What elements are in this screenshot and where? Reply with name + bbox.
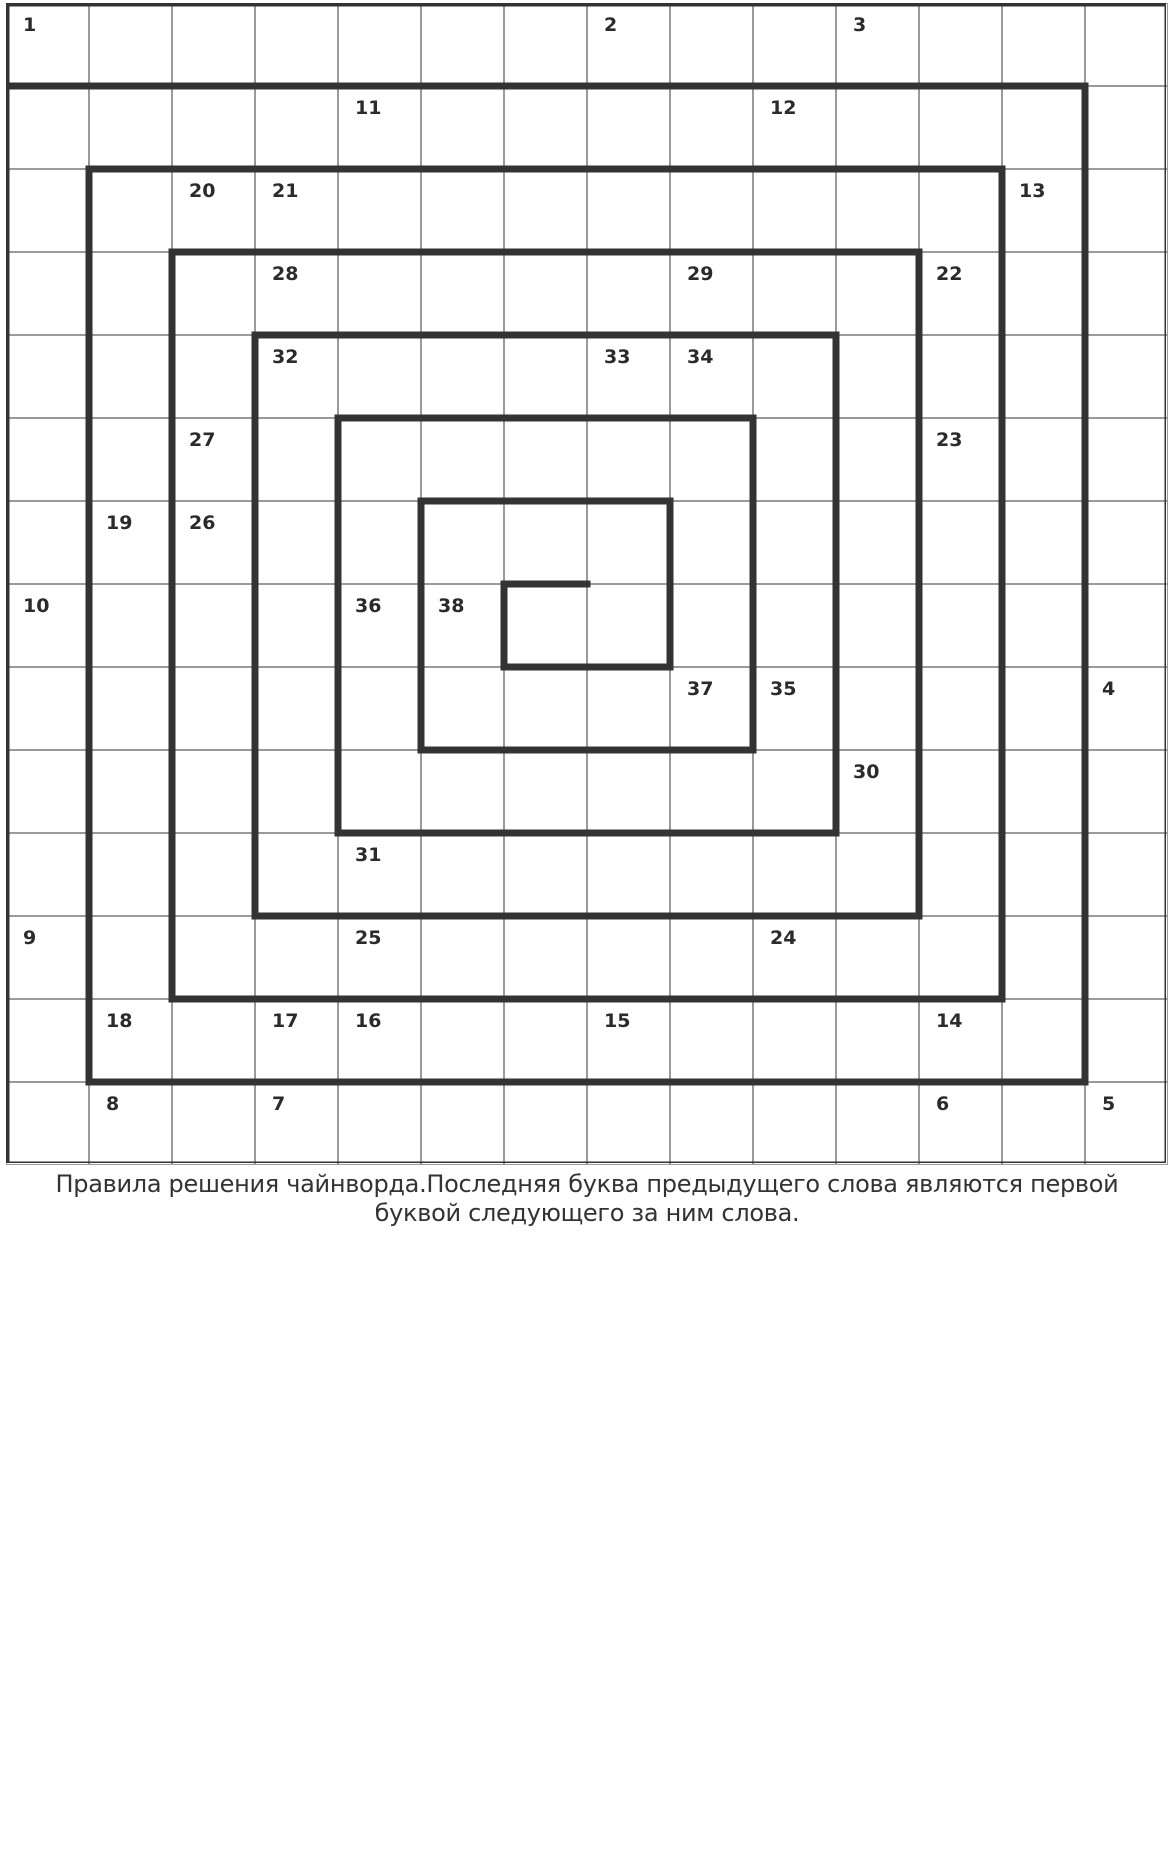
grid-cell[interactable] (836, 750, 919, 833)
clue-number: 4 (1102, 678, 1116, 700)
clue-number: 28 (272, 263, 299, 285)
grid-cell[interactable] (504, 667, 587, 750)
grid-cell[interactable] (255, 999, 338, 1082)
clue-number: 37 (687, 678, 714, 700)
grid-cell[interactable] (255, 584, 338, 667)
grid-cell[interactable] (753, 1082, 836, 1165)
grid-cell[interactable] (919, 335, 1002, 418)
grid-cell[interactable] (255, 169, 338, 252)
clue-number: 15 (604, 1010, 631, 1032)
grid-cell[interactable] (255, 252, 338, 335)
grid-cell[interactable] (255, 335, 338, 418)
grid-cell[interactable] (6, 999, 89, 1082)
grid-cell[interactable] (89, 86, 172, 169)
grid-cell[interactable] (1085, 418, 1168, 501)
grid-cell[interactable] (255, 916, 338, 999)
grid-cell[interactable] (836, 252, 919, 335)
grid-cell[interactable] (587, 418, 670, 501)
grid-cell[interactable] (421, 916, 504, 999)
clue-number: 1 (23, 14, 37, 36)
grid-cell[interactable] (919, 667, 1002, 750)
grid-cell[interactable] (89, 1082, 172, 1165)
grid-cell[interactable] (255, 1082, 338, 1165)
grid-cell[interactable] (6, 667, 89, 750)
grid-cell[interactable] (89, 252, 172, 335)
grid-cell[interactable] (421, 750, 504, 833)
grid-cell[interactable] (587, 916, 670, 999)
clue-number: 8 (106, 1093, 120, 1115)
grid-cell[interactable] (753, 418, 836, 501)
grid-cell[interactable] (504, 418, 587, 501)
grid-cell[interactable] (753, 169, 836, 252)
clue-number: 17 (272, 1010, 299, 1032)
grid-cell[interactable] (89, 418, 172, 501)
grid-cell[interactable] (670, 335, 753, 418)
grid-cell[interactable] (6, 916, 89, 999)
grid-cell[interactable] (587, 750, 670, 833)
grid-cell[interactable] (89, 667, 172, 750)
grid-cell[interactable] (421, 418, 504, 501)
clue-number: 9 (23, 927, 37, 949)
grid-cell[interactable] (504, 335, 587, 418)
grid-cell[interactable] (1085, 3, 1168, 86)
grid-cell[interactable] (1002, 999, 1085, 1082)
clue-number: 34 (687, 346, 714, 368)
clue-number: 12 (770, 97, 797, 119)
grid-cell[interactable] (587, 3, 670, 86)
clue-number: 5 (1102, 1093, 1116, 1115)
grid-cell[interactable] (836, 501, 919, 584)
grid-cell[interactable] (836, 1082, 919, 1165)
grid-cell[interactable] (421, 3, 504, 86)
grid-cell[interactable] (172, 667, 255, 750)
grid-cell[interactable] (338, 916, 421, 999)
grid-cell[interactable] (670, 252, 753, 335)
grid-cell[interactable] (172, 252, 255, 335)
grid-cell[interactable] (89, 584, 172, 667)
grid-cell[interactable] (338, 3, 421, 86)
grid-cell[interactable] (255, 667, 338, 750)
grid-cell[interactable] (421, 1082, 504, 1165)
grid-cell[interactable] (6, 750, 89, 833)
grid-cell[interactable] (919, 999, 1002, 1082)
grid-cell[interactable] (670, 169, 753, 252)
grid-cell[interactable] (172, 418, 255, 501)
rules-text: Правила решения чайнворда.Последняя буква предыдущего слова являются первой буквой следующего за ним слова. (55, 1170, 1119, 1227)
grid-cell[interactable] (504, 999, 587, 1082)
grid-cell[interactable] (1002, 418, 1085, 501)
grid-cell[interactable] (919, 833, 1002, 916)
grid-cell[interactable] (1085, 999, 1168, 1082)
grid-cell[interactable] (6, 501, 89, 584)
grid-cell[interactable] (172, 584, 255, 667)
grid-cell[interactable] (836, 3, 919, 86)
chainword-grid (6, 3, 1166, 1163)
grid-cell[interactable] (255, 750, 338, 833)
grid-cell[interactable] (919, 169, 1002, 252)
grid-cell[interactable] (919, 501, 1002, 584)
clue-number: 19 (106, 512, 133, 534)
grid-cell[interactable] (1085, 584, 1168, 667)
grid-cell[interactable] (421, 999, 504, 1082)
grid-cell[interactable] (6, 169, 89, 252)
grid-cell[interactable] (6, 584, 89, 667)
clue-number: 11 (355, 97, 382, 119)
clue-number: 36 (355, 595, 382, 617)
grid-cell[interactable] (255, 833, 338, 916)
clue-number: 31 (355, 844, 382, 866)
grid-cell[interactable] (6, 335, 89, 418)
grid-cell[interactable] (421, 667, 504, 750)
grid-cell[interactable] (6, 86, 89, 169)
grid-cell[interactable] (89, 916, 172, 999)
grid-cell[interactable] (338, 335, 421, 418)
grid-cell[interactable] (504, 916, 587, 999)
grid-cell[interactable] (89, 833, 172, 916)
grid-cell[interactable] (172, 335, 255, 418)
grid-cell[interactable] (338, 418, 421, 501)
clue-number: 16 (355, 1010, 382, 1032)
grid-cell[interactable] (338, 169, 421, 252)
clue-number: 10 (23, 595, 50, 617)
grid-cell[interactable] (587, 667, 670, 750)
grid-cell[interactable] (670, 999, 753, 1082)
clue-number: 2 (604, 14, 618, 36)
grid-cell[interactable] (6, 833, 89, 916)
grid-cell[interactable] (172, 86, 255, 169)
grid-cell[interactable] (587, 584, 670, 667)
clue-number: 20 (189, 180, 216, 202)
grid-cell[interactable] (421, 335, 504, 418)
clue-number: 30 (853, 761, 880, 783)
grid-cell[interactable] (255, 501, 338, 584)
grid-cell[interactable] (1002, 501, 1085, 584)
grid-cell[interactable] (670, 86, 753, 169)
grid-cell[interactable] (1002, 252, 1085, 335)
clue-number: 7 (272, 1093, 286, 1115)
grid-cell[interactable] (753, 667, 836, 750)
grid-cell[interactable] (1002, 169, 1085, 252)
grid-cell[interactable] (172, 916, 255, 999)
grid-cell[interactable] (1002, 667, 1085, 750)
grid-cell[interactable] (670, 418, 753, 501)
grid-cell[interactable] (753, 86, 836, 169)
grid-cell[interactable] (172, 999, 255, 1082)
grid-cell[interactable] (89, 335, 172, 418)
clue-number: 18 (106, 1010, 133, 1032)
grid-cell[interactable] (6, 418, 89, 501)
grid-cell[interactable] (1085, 169, 1168, 252)
grid-cell[interactable] (919, 750, 1002, 833)
clue-number: 35 (770, 678, 797, 700)
clue-number: 13 (1019, 180, 1046, 202)
grid-cell[interactable] (255, 86, 338, 169)
clue-number: 21 (272, 180, 299, 202)
grid-cell[interactable] (587, 335, 670, 418)
grid-cell[interactable] (504, 501, 587, 584)
grid-cell[interactable] (1002, 833, 1085, 916)
grid-cell[interactable] (753, 252, 836, 335)
grid-cell[interactable] (1085, 667, 1168, 750)
clue-number: 6 (936, 1093, 950, 1115)
clue-number: 24 (770, 927, 797, 949)
grid-cell[interactable] (753, 584, 836, 667)
grid-cell[interactable] (1002, 335, 1085, 418)
grid-cell[interactable] (587, 833, 670, 916)
grid-cell[interactable] (753, 833, 836, 916)
grid-cell[interactable] (338, 584, 421, 667)
clue-number: 26 (189, 512, 216, 534)
grid-cell[interactable] (1002, 916, 1085, 999)
grid-cell[interactable] (587, 169, 670, 252)
grid-cell[interactable] (89, 999, 172, 1082)
grid-cell[interactable] (89, 169, 172, 252)
grid-cell[interactable] (504, 169, 587, 252)
grid-cell[interactable] (1002, 3, 1085, 86)
grid-cell[interactable] (172, 833, 255, 916)
grid-cell[interactable] (587, 86, 670, 169)
grid-cell[interactable] (919, 252, 1002, 335)
grid-cell[interactable] (753, 999, 836, 1082)
grid-cell[interactable] (6, 1082, 89, 1165)
grid-cell[interactable] (587, 1082, 670, 1165)
grid-cell[interactable] (1085, 1082, 1168, 1165)
grid-cell[interactable] (1002, 584, 1085, 667)
grid-cell[interactable] (1085, 916, 1168, 999)
clue-number: 23 (936, 429, 963, 451)
grid-cell[interactable] (172, 169, 255, 252)
grid-cell[interactable] (753, 750, 836, 833)
grid-cell[interactable] (1085, 252, 1168, 335)
grid-cell[interactable] (587, 999, 670, 1082)
grid-cell[interactable] (919, 418, 1002, 501)
grid-cell[interactable] (1085, 501, 1168, 584)
grid-cell[interactable] (836, 833, 919, 916)
grid-cell[interactable] (1002, 86, 1085, 169)
grid-cell[interactable] (421, 833, 504, 916)
grid-cell[interactable] (172, 3, 255, 86)
grid-cell[interactable] (89, 501, 172, 584)
grid-cell[interactable] (338, 999, 421, 1082)
grid-cell[interactable] (670, 916, 753, 999)
grid-cell[interactable] (172, 750, 255, 833)
grid-cell[interactable] (338, 1082, 421, 1165)
grid-cell[interactable] (836, 418, 919, 501)
grid-cell[interactable] (6, 252, 89, 335)
grid-cell[interactable] (172, 501, 255, 584)
grid-cell[interactable] (255, 3, 338, 86)
clue-number: 38 (438, 595, 465, 617)
grid-cell[interactable] (753, 3, 836, 86)
grid-cell[interactable] (338, 252, 421, 335)
grid-cell[interactable] (504, 3, 587, 86)
grid-cell[interactable] (89, 3, 172, 86)
grid-cell[interactable] (919, 3, 1002, 86)
grid-cell[interactable] (836, 86, 919, 169)
grid-cell[interactable] (504, 584, 587, 667)
clue-number: 27 (189, 429, 216, 451)
grid-cell[interactable] (670, 667, 753, 750)
grid-cell[interactable] (1085, 86, 1168, 169)
grid-cell[interactable] (836, 335, 919, 418)
grid-cell[interactable] (421, 169, 504, 252)
clue-number: 33 (604, 346, 631, 368)
grid-cell[interactable] (919, 584, 1002, 667)
grid-cell[interactable] (421, 252, 504, 335)
grid-cell[interactable] (504, 86, 587, 169)
grid-cell[interactable] (670, 833, 753, 916)
grid-cell[interactable] (504, 252, 587, 335)
grid-cell[interactable] (753, 335, 836, 418)
grid-cell[interactable] (836, 916, 919, 999)
grid-cell[interactable] (338, 833, 421, 916)
grid-cell[interactable] (670, 501, 753, 584)
clue-number: 32 (272, 346, 299, 368)
grid-cell[interactable] (919, 86, 1002, 169)
grid-cell[interactable] (6, 3, 89, 86)
grid-cell[interactable] (836, 169, 919, 252)
grid-cell[interactable] (338, 86, 421, 169)
grid-cell[interactable] (172, 1082, 255, 1165)
grid-cell[interactable] (836, 667, 919, 750)
clue-number: 25 (355, 927, 382, 949)
grid-cell[interactable] (338, 667, 421, 750)
grid-cell[interactable] (836, 999, 919, 1082)
clue-number: 22 (936, 263, 963, 285)
grid-cell[interactable] (421, 584, 504, 667)
grid-cell[interactable] (1085, 335, 1168, 418)
grid-cell[interactable] (421, 501, 504, 584)
grid-cell[interactable] (670, 1082, 753, 1165)
grid-cell[interactable] (504, 833, 587, 916)
grid-cell[interactable] (919, 916, 1002, 999)
grid-cell[interactable] (1002, 1082, 1085, 1165)
grid-cell[interactable] (753, 916, 836, 999)
grid-cell[interactable] (338, 750, 421, 833)
grid-cell[interactable] (753, 501, 836, 584)
grid-cell[interactable] (670, 3, 753, 86)
clue-number: 3 (853, 14, 867, 36)
grid-cell[interactable] (89, 750, 172, 833)
grid-cell[interactable] (504, 750, 587, 833)
grid-cell[interactable] (1002, 750, 1085, 833)
grid-cell[interactable] (587, 501, 670, 584)
grid-cell[interactable] (670, 750, 753, 833)
grid-cell[interactable] (836, 584, 919, 667)
grid-cell[interactable] (1085, 833, 1168, 916)
grid-cell[interactable] (919, 1082, 1002, 1165)
clue-number: 29 (687, 263, 714, 285)
grid-cell[interactable] (504, 1082, 587, 1165)
grid-cell[interactable] (587, 252, 670, 335)
grid-cell[interactable] (255, 418, 338, 501)
clue-number: 14 (936, 1010, 963, 1032)
grid-cell[interactable] (338, 501, 421, 584)
grid-cell[interactable] (421, 86, 504, 169)
grid-cell[interactable] (1085, 750, 1168, 833)
grid-cell[interactable] (670, 584, 753, 667)
